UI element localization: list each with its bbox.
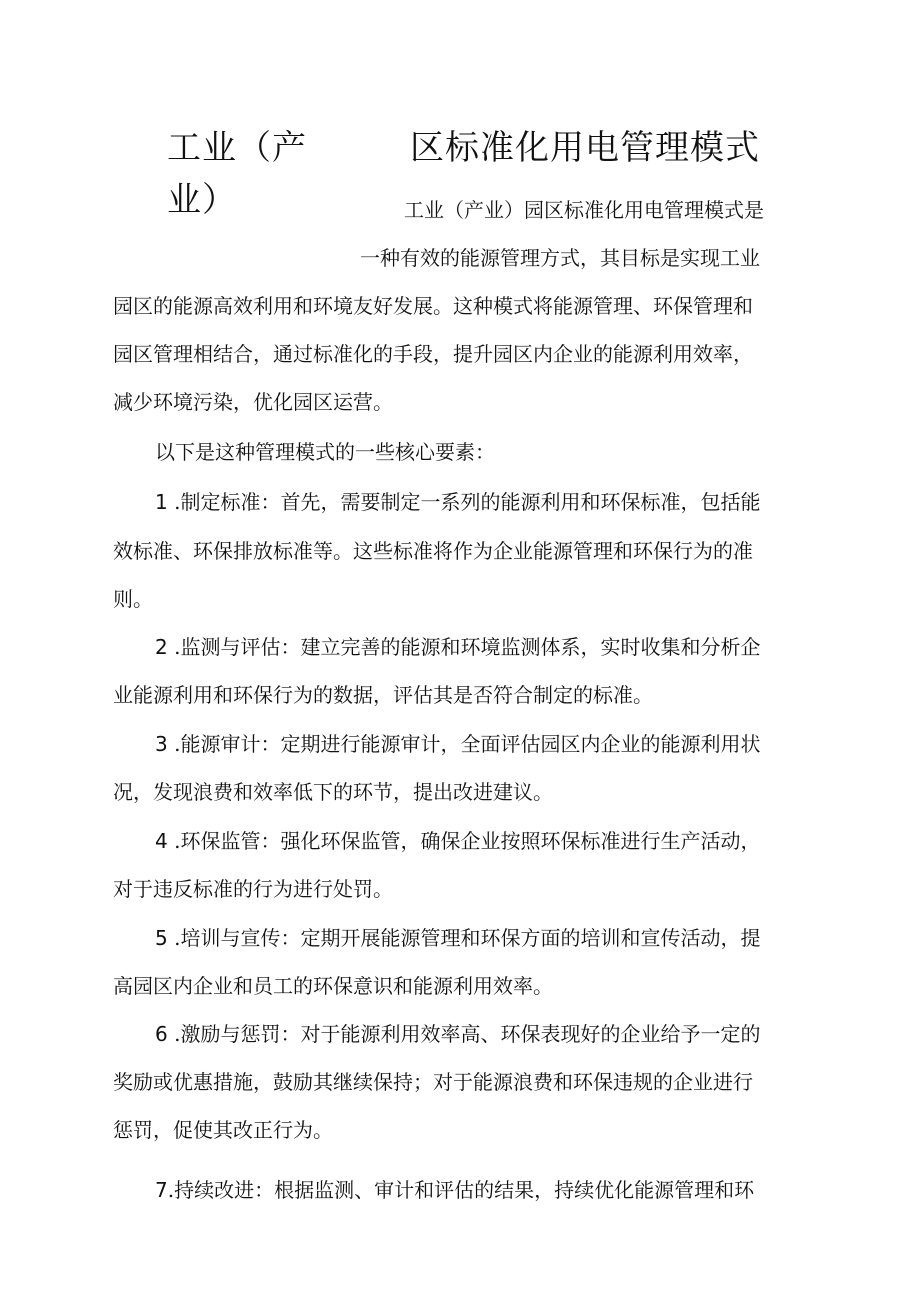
list-item-number: 7 xyxy=(155,1178,168,1202)
list-item-number: 3 xyxy=(155,732,168,756)
list-item-2-line: 2 .监测与评估：建立完善的能源和环境监测体系，实时收集和分析企 xyxy=(155,635,761,659)
intro-line: 园区的能源高效利用和环境友好发展。这种模式将能源管理、环保管理和 xyxy=(113,294,753,318)
list-item-6-line: 6 .激励与惩罚：对于能源利用效率高、环保表现好的企业给予一定的 xyxy=(155,1022,761,1046)
intro-line: 园区管理相结合，通过标准化的手段，提升园区内企业的能源利用效率， xyxy=(113,342,753,366)
intro-line: 一种有效的能源管理方式，其目标是实现工业 xyxy=(360,246,760,270)
list-item-4-line: 4 .环保监管：强化环保监管，确保企业按照环保标准进行生产活动， xyxy=(155,829,761,853)
list-item-6-line: 奖励或优惠措施，鼓励其继续保持；对于能源浪费和环保违规的企业进行 xyxy=(113,1070,753,1094)
list-item-7-line: 7.持续改进：根据监测、审计和评估的结果，持续优化能源管理和环 xyxy=(155,1178,755,1202)
page-title-part1-line1: 工业（产 xyxy=(167,128,307,168)
list-item-5-line: 5 .培训与宣传：定期开展能源管理和环保方面的培训和宣传活动，提 xyxy=(155,926,761,950)
intro-line: 工业（产业）园区标准化用电管理模式是 xyxy=(404,198,764,222)
page-title-part1-line2: 业） xyxy=(167,180,237,220)
list-item-number: 2 xyxy=(155,635,168,659)
list-item-4-line: 对于违反标准的行为进行处罚。 xyxy=(113,877,393,901)
list-item-1-line: 效标准、环保排放标准等。这些标准将作为企业能源管理和环保行为的准 xyxy=(113,539,753,563)
list-item-number: 1 xyxy=(155,490,168,514)
lead-sentence: 以下是这种管理模式的一些核心要素： xyxy=(155,440,495,464)
list-item-1-line: 则。 xyxy=(113,587,153,611)
list-item-6-line: 惩罚，促使其改正行为。 xyxy=(113,1118,333,1142)
list-item-5-line: 高园区内企业和员工的环保意识和能源利用效率。 xyxy=(113,974,553,998)
list-item-3-line: 3 .能源审计：定期进行能源审计，全面评估园区内企业的能源利用状 xyxy=(155,732,761,756)
page-title-part2: 区标准化用电管理模式 xyxy=(410,128,760,168)
list-item-number: 6 xyxy=(155,1022,168,1046)
list-item-2-line: 业能源利用和环保行为的数据，评估其是否符合制定的标准。 xyxy=(113,683,653,707)
intro-line: 减少环境污染，优化园区运营。 xyxy=(113,390,393,414)
list-item-3-line: 况，发现浪费和效率低下的环节，提出改进建议。 xyxy=(113,780,553,804)
list-item-number: 4 xyxy=(155,829,168,853)
list-item-number: 5 xyxy=(155,926,168,950)
list-item-1-line: 1 .制定标准：首先，需要制定一系列的能源利用和环保标准，包括能 xyxy=(155,490,761,514)
